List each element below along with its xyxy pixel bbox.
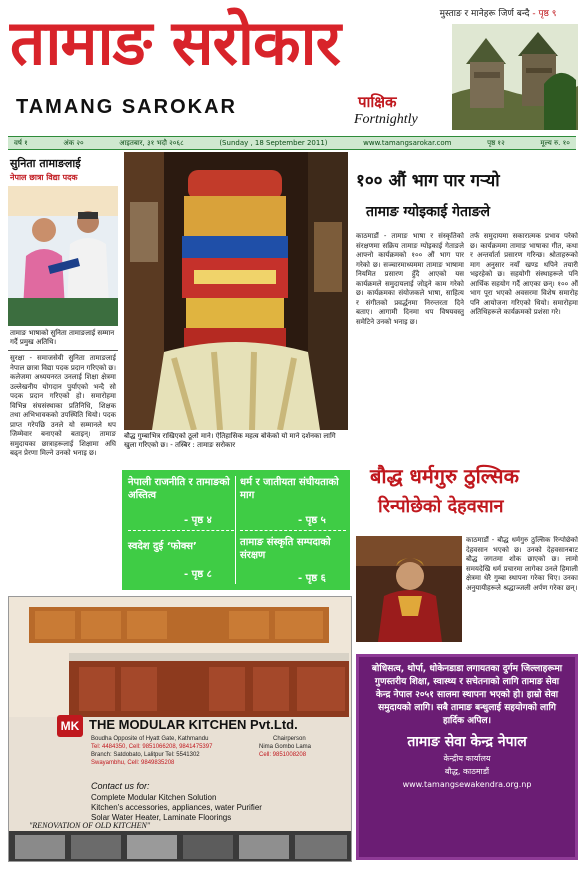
- award-caption: तामाङ भाषाको सुनिता तामाङलाई सम्मान गर्दै प्रमुख अतिथि।: [8, 326, 118, 351]
- inside-index-box: [122, 470, 350, 590]
- ad-address: बौद्ध, काठमाडौं: [444, 767, 490, 776]
- index-item-3-page: - पृष्ठ ८: [184, 569, 212, 580]
- index-item-1[interactable]: नेपाली राजनीति र तामाङको अस्तित्व: [128, 477, 230, 501]
- tamang-sewa-ad[interactable]: [356, 654, 578, 860]
- chairperson-name: Nima Gombo Lama: [259, 744, 312, 750]
- main-subheadline: तामाङ ग्योइकाई गेताङले: [366, 204, 490, 220]
- index-item-4-page: - पृष्ठ ६: [298, 573, 326, 584]
- index-item-4[interactable]: तामाङ संस्कृति सम्पदाको संरक्षण: [240, 537, 331, 561]
- left-story-body: सुरक्षा - समाजसेवी सुनिता तामाङलाई नेपाल छात्रा विद्या पदक प्रदान गरिएको छ। कलेजमा अध्ययनरत उनलाई शिक्षा क्षेत्रमा उल्लेखनीय योगदान पुर्याएको भन्दै सो पदक प्रदान गरिएको हो। समारोहमा विभिन्न संघसंस्थाका प्रतिनिधि, शिक्षक तथा अभिभावकको उपस्थिति थियो। पदक प्राप्त गरेपछि उनले यो सम्मानले थप जिम्मेवार बनाएको बताइन्। तामाङ समुदायका छात्राहरूलाई शिक्षामा अघि बढ्न प्रेरणा मिल्ने उनको भनाइ छ।: [10, 354, 116, 457]
- page-count: पृष्ठ १२: [487, 138, 505, 147]
- index-divider: [235, 476, 236, 584]
- masthead-roman-title: TAMANG SAROKAR: [16, 96, 237, 118]
- chairperson-label: Chairperson: [273, 736, 306, 742]
- prayer-wheel-caption: बौद्ध गुम्बाभित्र राखिएको ठूलो माने। ऐतिहासिक महत्व बोकेको यो माने दर्शनका लागि खुला गरिएको छ। - तस्बिर : तामाङ सरोकार: [124, 432, 336, 449]
- contact-line-1: Complete Modular Kitchen Solution: [91, 793, 217, 802]
- ad-org-name: तामाङ सेवा केन्द्र नेपाल: [407, 734, 527, 750]
- teaser-text: मुस्ताङ र मानेहरू जिर्ण बन्दै: [439, 9, 530, 19]
- index-dash-2: [240, 530, 346, 531]
- teaser-page: - पृष्ठ ९: [532, 9, 557, 19]
- chairperson-cell: Cell: 9851008208: [259, 752, 307, 758]
- contact-services: [91, 793, 262, 823]
- index-item-1-page: - पृष्ठ ४: [184, 515, 212, 526]
- index-dash-1: [128, 530, 234, 531]
- stupa-photo: [452, 24, 578, 130]
- index-item-3[interactable]: स्वदेश दुई ‘फोक्स’: [128, 541, 197, 552]
- kitchen-address-4: Swayambhu, Cell: 9849835208: [91, 760, 175, 766]
- issue-number: अंक २०: [63, 138, 84, 147]
- kitchen-appliance-thumbnails: [9, 831, 352, 862]
- obituary-headline[interactable]: बौद्ध धर्मगुरु ठुल्सिक: [370, 464, 519, 488]
- date-english: (Sunday , 18 September 2011): [219, 139, 328, 147]
- left-story-subhead: नेपाल छात्रा विद्या पदक: [10, 173, 78, 182]
- left-story-headline[interactable]: सुनिता तामाङलाई: [10, 157, 81, 170]
- teaser[interactable]: [428, 6, 568, 19]
- main-story-column-1: काठमाडौं - तामाङ भाषा र संस्कृतिको संरक्षणमा सक्रिय तामाङ ग्योइकाई गेताङले आफ्नो कार्यक्रमको १०० औं भाग पार गरेको छ। सञ्चारमाध्यममा तामाङ भाषामा नियमित प्रसारण हुँदै आएको यस कार्यक्रमले समुदायलाई जोड्ने काम गरेको छ। कार्यक्रमका संयोजकले भाषा, साहित्य र संगीतको प्रवर्द्धनमा निरन्तरता दिने बताए। आगामी दिनमा थप विषयवस्तु समेटिने उनको भनाइ छ।: [356, 232, 464, 326]
- contact-line-2: Kitchen's accessories, appliances, water Purifier: [91, 803, 262, 812]
- masthead-title: तामाङ सरोकार: [10, 6, 340, 79]
- prayer-wheel-photo: [124, 152, 348, 430]
- kitchen-address-3: Branch: Satdobato, Lalitpur Tel: 5541302: [91, 752, 200, 758]
- obituary-subheadline: रिन्पोछेको देहवसान: [378, 496, 504, 517]
- index-item-2[interactable]: धर्म र जातीयता संघीयताको माग: [240, 477, 339, 501]
- year: वर्ष १: [14, 138, 28, 147]
- website-link[interactable]: www.tamangsarokar.com: [363, 139, 452, 147]
- ad-website[interactable]: www.tamangsewakendra.org.np: [402, 780, 532, 789]
- frequency-nepali: पाक्षिक: [358, 93, 397, 111]
- modular-kitchen-ad[interactable]: [8, 596, 352, 862]
- frequency-english: Fortnightly: [354, 112, 418, 127]
- monk-photo: [356, 536, 462, 642]
- kitchen-photo: [9, 597, 352, 717]
- mk-logo: MK: [57, 715, 83, 737]
- ad-message: बोधिसत्व, थोर्पा, धोकेनडाडा लगायतका दुर्गम जिल्लाहरूमा गुणस्तरीय शिक्षा, स्वास्थ्य र सचेतनाको लागि तामाङ सेवा केन्द्र नेपाल २०५१ सालमा स्थापना भएको हो। हाम्रो सेवा समुदायको लागि। सबै तामाङ बन्धुलाई सहयोगको लागि हार्दिक अपिल।: [371, 664, 563, 726]
- kitchen-address-2: Tel: 4484350, Cell: 9851066208, 9841475397: [91, 744, 213, 750]
- date-nepali: आइतबार, ३१ भदौ २०६८: [119, 138, 184, 147]
- renovation-tagline: "RENOVATION OF OLD KITCHEN": [29, 821, 151, 830]
- contact-label: Contact us for:: [91, 781, 150, 791]
- obituary-body: काठमाडौं - बौद्ध धर्मगुरु ठुल्सिक रिन्पोछेको देहवसान भएको छ। उनको देहवसानबाट बौद्ध जगतमा शोक छाएको छ। लामो समयदेखि धर्म प्रचारमा लागेका उनले हिमाली क्षेत्रमा धेरै गुम्बा स्थापना गरेका थिए। उनका अनुयायीहरूले श्रद्धाञ्जली अर्पण गरेका छन्।: [466, 536, 578, 592]
- left-story: [8, 154, 118, 582]
- contact-line-3: Solar Water Heater, Laminate Floorings: [91, 813, 232, 822]
- price: मूल्य रु. १०: [540, 138, 570, 147]
- main-headline[interactable]: १०० औं भाग पार गऱ्यो: [356, 171, 500, 191]
- ad-office: केन्द्रीय कार्यालय: [443, 754, 491, 763]
- kitchen-address-1: Boudha Opposite of Hyatt Gate, Kathmandu: [91, 736, 209, 742]
- main-story-column-2: तर्फ समुदायमा सकारात्मक प्रभाव परेको छ। कार्यक्रममा तामाङ भाषाका गीत, कथा र अन्तर्वार्ता प्रसारण गरिन्छ। श्रोताहरूको माग अनुसार नयाँ खण्ड थपिने तयारी भइरहेको छ। सहयोगी संस्थाहरूले पनि आर्थिक सहयोग गर्दै आएका छन्। १०० औं भाग पूरा भएको अवसरमा विशेष समारोह पनि आयोजना गरिएको थियो। समारोहमा अतिथिहरूले कार्यक्रमको प्रशंसा गरे।: [470, 232, 578, 316]
- award-photo: [8, 186, 118, 326]
- issue-info-strip: [8, 136, 576, 150]
- index-item-2-page: - पृष्ठ ५: [298, 515, 326, 526]
- kitchen-company-name: THE MODULAR KITCHEN Pvt.Ltd.: [89, 717, 298, 732]
